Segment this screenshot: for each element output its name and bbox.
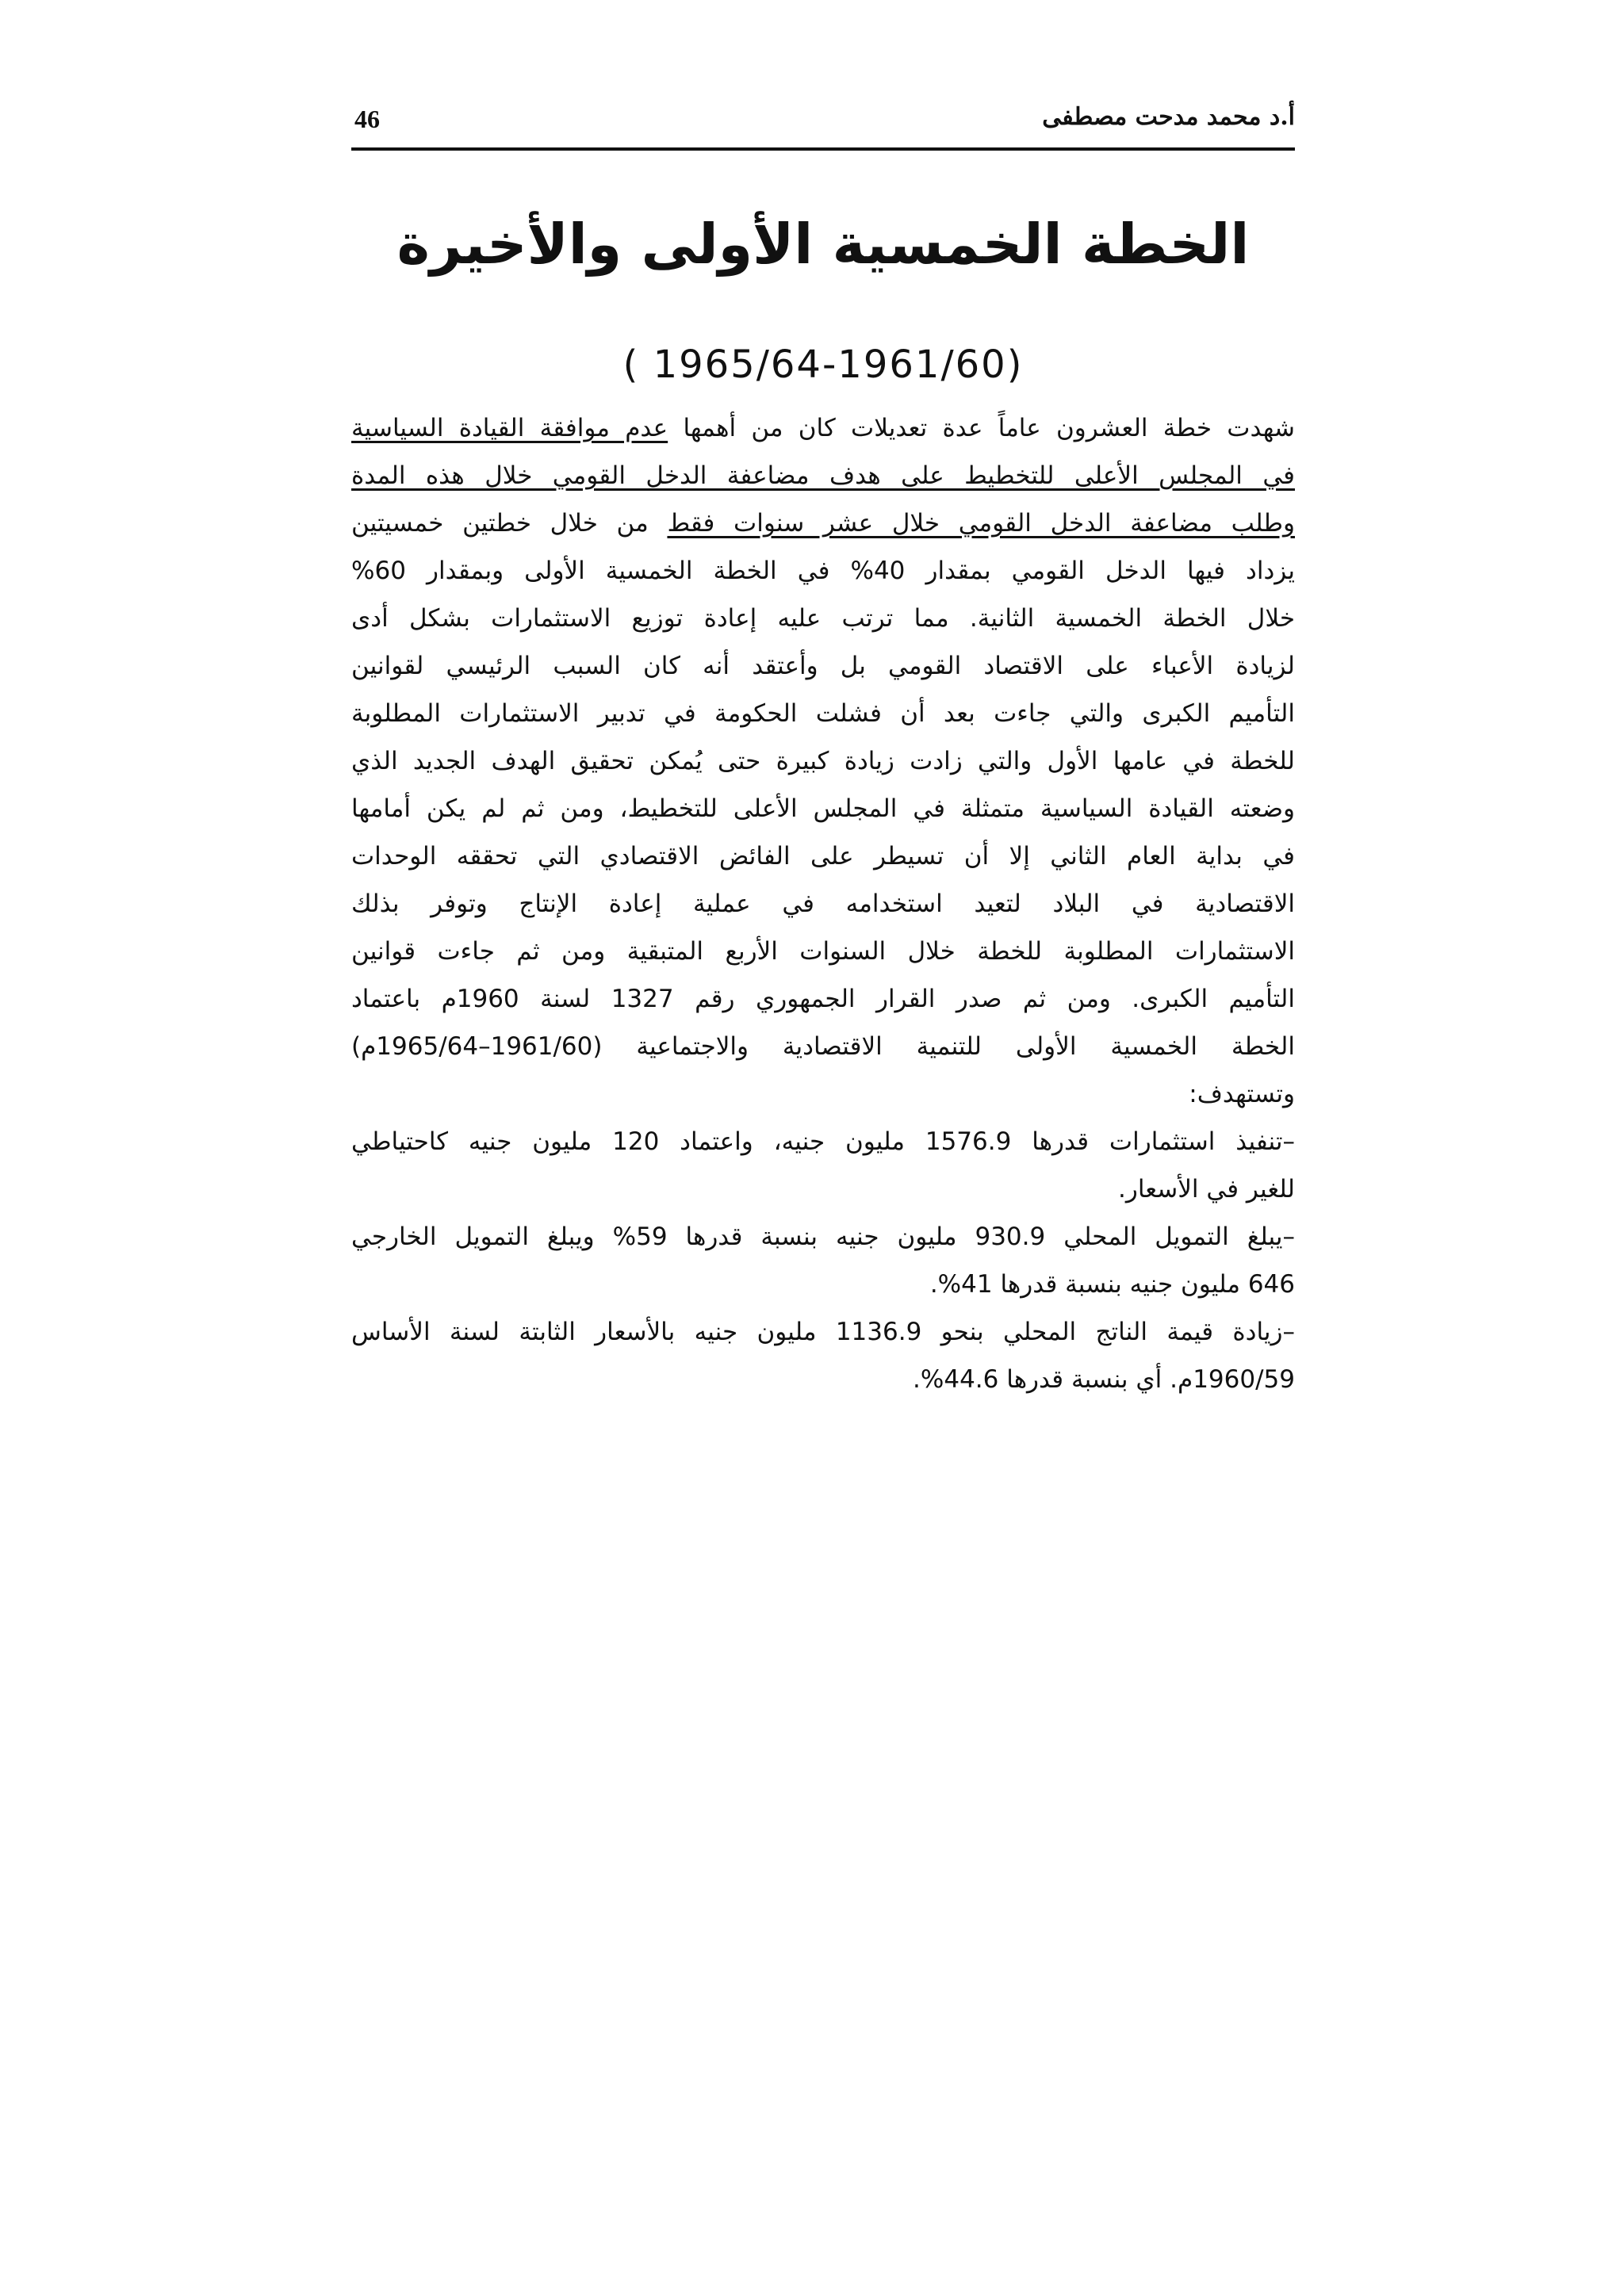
underlined-text: في المجلس الأعلى للتخطيط على هدف مضاعفة الدخل القومي خلال هذه المدة [351, 461, 1295, 490]
bullet-line: 1960/59م. أي بنسبة قدرها 44.6%. [913, 1365, 1295, 1394]
paragraph-line: يزداد فيها الدخل القومي بمقدار 40% في الخطة الخمسية الأولى وبمقدار 60% [351, 557, 1295, 585]
paragraph-line: وتستهدف: [1189, 1080, 1295, 1108]
paragraph-line: الخطة الخمسية الأولى للتنمية الاقتصادية والاجتماعية (1961/60–1965/64م) [351, 1032, 1295, 1061]
running-header [351, 103, 1295, 151]
paragraph-line: التأميم الكبرى. ومن ثم صدر القرار الجمهوري رقم 1327 لسنة 1960م باعتماد [351, 985, 1295, 1013]
paragraph-line [351, 452, 1295, 499]
paragraph-line: خلال الخطة الخمسية الثانية. مما ترتب عليه إعادة توزيع الاستثمارات بشكل أدى [351, 604, 1295, 633]
paragraph-line: التأميم الكبرى والتي جاءت بعد أن فشلت الحكومة في تدبير الاستثمارات المطلوبة [351, 699, 1295, 728]
body-text [351, 404, 1295, 1403]
paragraph-line: الاقتصادية في البلاد لتعيد استخدامه في عملية إعادة الإنتاج وتوفر بذلك [351, 890, 1295, 918]
paragraph-line: للخطة في عامها الأول والتي زادت زيادة كبيرة حتى يُمكن تحقيق الهدف الجديد الذي [351, 747, 1295, 775]
chapter-title: الخطة الخمسية الأولى والأخيرة [396, 212, 1250, 277]
text-run: من خلال خطتين خمسيتين [351, 509, 668, 538]
paragraph-line [351, 404, 1295, 452]
underlined-text: وطلب مضاعفة الدخل القومي خلال عشر سنوات فقط [667, 509, 1295, 538]
paragraph-line: في بداية العام الثاني إلا أن تسيطر على الفائض الاقتصادي التي تحققه الوحدات [351, 842, 1295, 871]
bullet-line: –تنفيذ استثمارات قدرها 1576.9 مليون جنيه، واعتماد 120 مليون جنيه كاحتياطي [351, 1127, 1295, 1156]
header-author: أ.د محمد مدحت مصطفى [1042, 103, 1295, 131]
paragraph-line: وضعته القيادة السياسية متمثلة في المجلس الأعلى للتخطيط، ومن ثم لم يكن أمامها [351, 794, 1295, 823]
page-number: 46 [354, 105, 380, 133]
underlined-text: عدم موافقة القيادة السياسية [351, 414, 668, 442]
chapter-period: ( 1965/64-1961/60) [622, 342, 1024, 387]
paragraph-line: لزيادة الأعباء على الاقتصاد القومي بل وأعتقد أنه كان السبب الرئيسي لقوانين [351, 652, 1295, 680]
text-run: شهدت خطة العشرون عاماً عدة تعديلات كان من أهمها [668, 414, 1295, 442]
paragraph-line: الاستثمارات المطلوبة للخطة خلال السنوات الأربع المتبقية ومن ثم جاءت قوانين [351, 937, 1295, 966]
bullet-line: –زيادة قيمة الناتج المحلي بنحو 1136.9 مليون جنيه بالأسعار الثابتة لسنة الأساس [351, 1318, 1295, 1346]
bullet-line: 646 مليون جنيه بنسبة قدرها 41%. [929, 1270, 1295, 1299]
bullet-line: –يبلغ التمويل المحلي 930.9 مليون جنيه بنسبة قدرها 59% ويبلغ التمويل الخارجي [351, 1223, 1295, 1251]
bullet-line: للغير في الأسعار. [1118, 1175, 1295, 1203]
paragraph-line [351, 499, 1295, 547]
